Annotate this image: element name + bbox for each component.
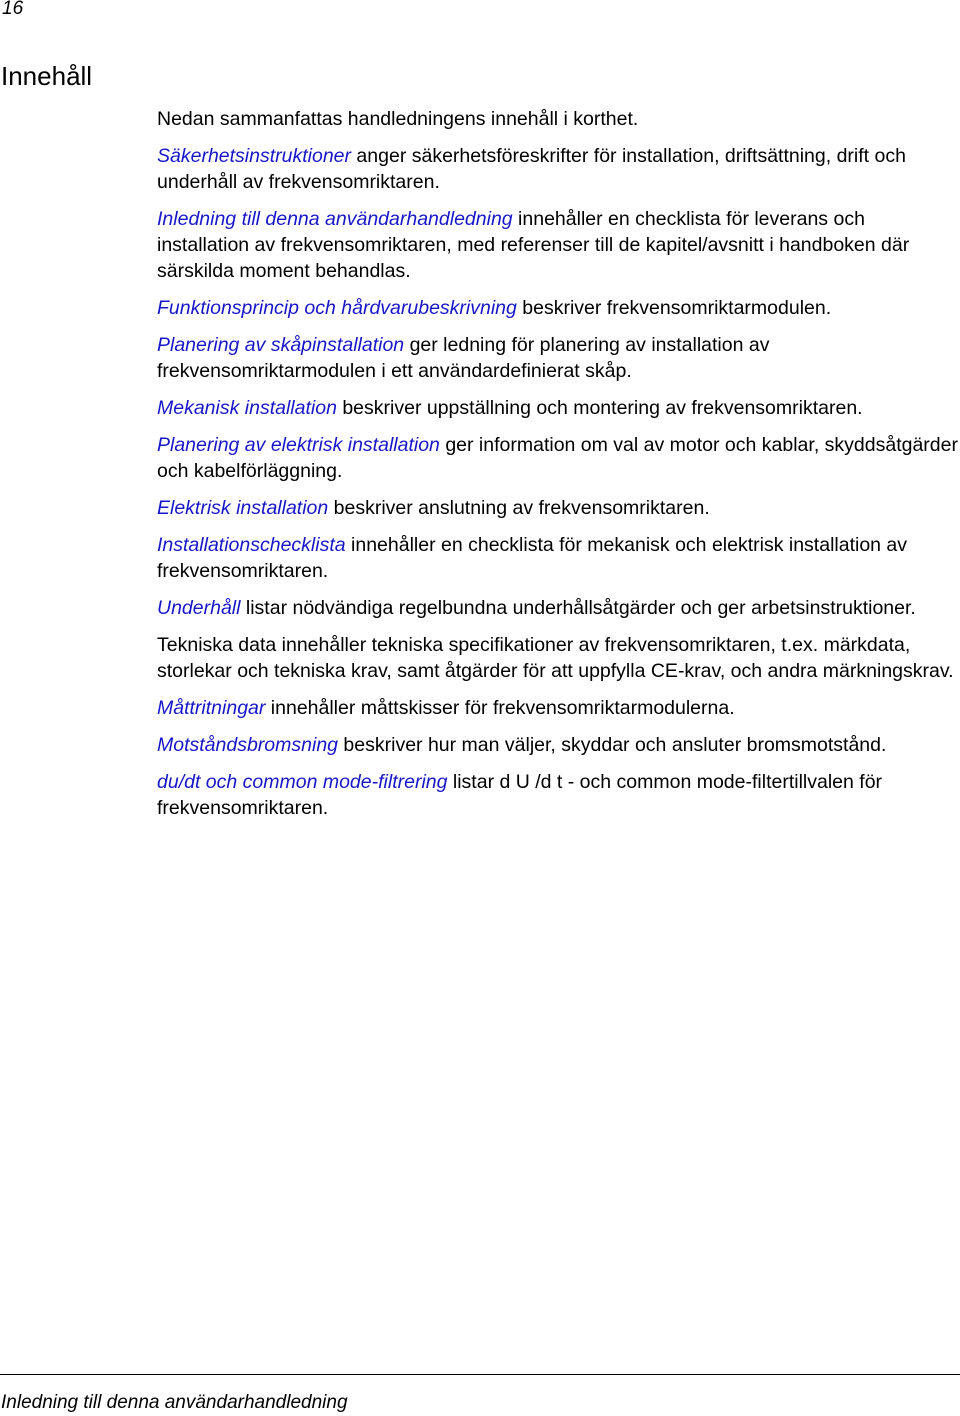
contents-summary xyxy=(157,106,959,832)
entry-introduction xyxy=(157,206,959,284)
intro-paragraph: Nedan sammanfattas handledningens innehåll i korthet. xyxy=(157,108,639,130)
link-dimension-drawings[interactable]: Måttritningar xyxy=(157,697,266,719)
footer-divider xyxy=(0,1374,960,1375)
entry-description: listar nödvändiga regelbundna underhållsåtgärder och ger arbetsinstruktioner. xyxy=(240,597,916,619)
entry-installation-checklist xyxy=(157,532,959,584)
page-number: 16 xyxy=(2,0,24,19)
entry-description: innehåller en checklista för mekanisk och elektrisk installation av frekvensomriktaren. xyxy=(157,534,908,582)
link-electrical-planning[interactable]: Planering av elektrisk installation xyxy=(157,434,440,456)
entry-dimension-drawings xyxy=(157,695,959,721)
link-dudt-filtering[interactable]: du/dt och common mode-filtrering xyxy=(157,771,448,793)
entry-technical-data xyxy=(157,632,959,684)
entry-description: Tekniska data innehåller tekniska specifikationer av frekvensomriktaren, t.ex. märkdata, storlekar och tekniska krav, samt åtgärder för att uppfylla CE-krav, och andra märkningskrav. xyxy=(157,634,954,682)
page-title: Innehåll xyxy=(1,61,93,91)
entry-description: beskriver hur man väljer, skyddar och ansluter bromsmotstånd. xyxy=(338,734,887,756)
entry-description: beskriver anslutning av frekvensomriktaren. xyxy=(328,497,710,519)
entry-description: ger ledning för planering av installation av frekvensomriktarmodulen i ett användardefinierat skåp. xyxy=(157,334,770,382)
entry-description: listar d U /d t - och common mode-filtertillvalen för frekvensomriktaren. xyxy=(157,771,883,819)
link-installation-checklist[interactable]: Installationschecklista xyxy=(157,534,346,556)
entry-operation-principle xyxy=(157,295,959,321)
entry-cabinet-planning xyxy=(157,332,959,384)
entry-dudt-filtering xyxy=(157,769,959,821)
entry-description: anger säkerhetsföreskrifter för installation, driftsättning, drift och underhåll av frekvensomriktaren. xyxy=(157,145,906,193)
entry-description: beskriver uppställning och montering av frekvensomriktaren. xyxy=(336,397,863,419)
link-resistor-braking[interactable]: Motståndsbromsning xyxy=(157,734,339,756)
link-operation-principle[interactable]: Funktionsprincip och hårdvarubeskrivning xyxy=(157,297,517,319)
entry-description: innehåller en checklista för leverans och installation av frekvensomriktaren, med referenser till de kapitel/avsnitt i handboken där särskilda moment behandlas. xyxy=(157,208,910,282)
link-mechanical-installation[interactable]: Mekanisk installation xyxy=(157,397,337,419)
entry-description: innehåller måttskisser för frekvensomriktarmodulerna. xyxy=(265,697,735,719)
entry-maintenance xyxy=(157,595,959,621)
link-cabinet-planning[interactable]: Planering av skåpinstallation xyxy=(157,334,405,356)
link-safety-instructions[interactable]: Säkerhetsinstruktioner xyxy=(157,145,352,167)
link-maintenance[interactable]: Underhåll xyxy=(157,597,241,619)
link-introduction[interactable]: Inledning till denna användarhandledning xyxy=(157,208,513,230)
link-electrical-installation[interactable]: Elektrisk installation xyxy=(157,497,329,519)
entry-resistor-braking xyxy=(157,732,959,758)
entry-safety-instructions xyxy=(157,143,959,195)
entry-electrical-installation xyxy=(157,495,959,521)
entry-electrical-planning xyxy=(157,432,959,484)
entry-description: ger information om val av motor och kablar, skyddsåtgärder och kabelförläggning. xyxy=(157,434,958,482)
footer-chapter-title: Inledning till denna användarhandledning xyxy=(1,1392,348,1413)
entry-description: beskriver frekvensomriktarmodulen. xyxy=(516,297,832,319)
entry-mechanical-installation xyxy=(157,395,959,421)
